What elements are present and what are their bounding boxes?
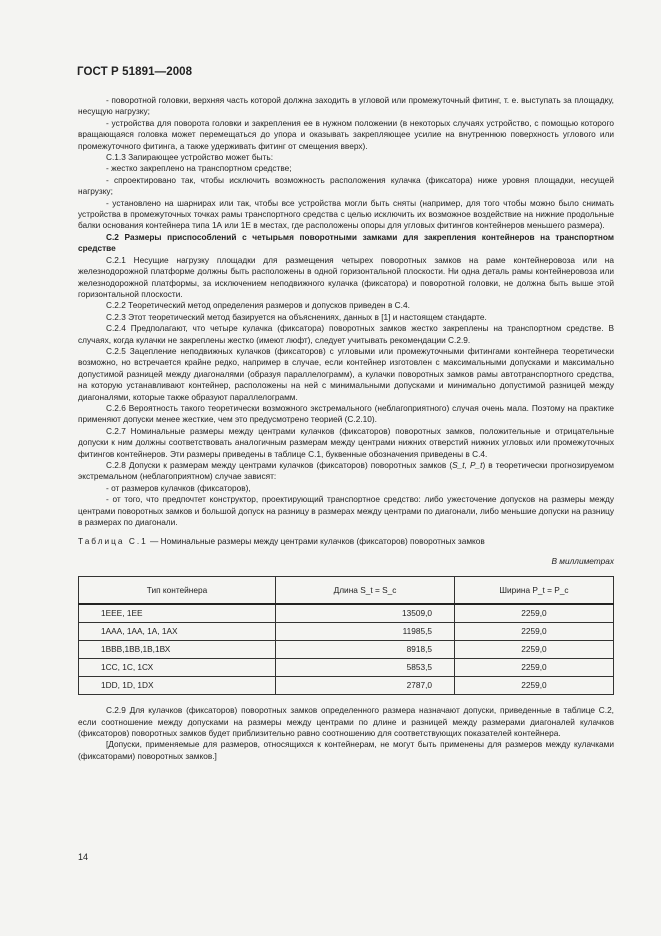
cell-container-type: 1СС, 1С, 1СХ (79, 659, 276, 677)
section-heading: С.2 Размеры приспособлений с четырьмя поворотными замками для закрепления контейнеров на транспортном средстве (78, 231, 614, 254)
table-row (79, 659, 614, 677)
paragraph: - устройства для поворота головки и закрепления ее в нужном положении (в некоторых случаях устройство, с помощью которого вращающаяся головка может перемещаться до упора и оказывать закрепляющее усилие на внутреннюю поверхность углового или промежуточного фитинга, а также удерживать фитинг от смещения вверх). (78, 117, 614, 151)
table-caption-lead: Таблица С.1 (78, 536, 148, 547)
page-header: ГОСТ Р 51891—2008 (77, 66, 193, 78)
paragraph-part: ) в теоретически прогнозируемом экстремальном (неблагоприятном) случае зависят: (78, 460, 614, 482)
page-content (78, 95, 614, 762)
paragraph: С.2.6 Вероятность такого теоретически возможного экстремального (неблагоприятного) случая очень мала. Поэтому на практике применяют допуски менее жесткие, чем это предусмотрено теорией (С.2.10). (78, 402, 614, 425)
cell-width: 2259,0 (455, 604, 614, 623)
column-header: Длина S_t = S_c (276, 577, 455, 605)
cell-length: 5853,5 (276, 659, 455, 677)
column-header: Ширина P_t = P_c (455, 577, 614, 605)
cell-container-type: 1DD, 1D, 1DX (79, 677, 276, 695)
cell-container-type: 1ВВВ,1ВВ,1В,1ВХ (79, 641, 276, 659)
table-caption-text: — Номинальные размеры между центрами кулачков (фиксаторов) поворотных замков (147, 536, 485, 547)
cell-container-type: 1ЕЕЕ, 1ЕЕ (79, 604, 276, 623)
cell-length: 11985,5 (276, 623, 455, 641)
dimensions-table (78, 576, 614, 695)
paragraph: С.2.7 Номинальные размеры между центрами кулачков (фиксаторов) поворотных замков, положительные и отрицательные допуски к ним должны соответствовать аналогичным размерам между центрами нижних отверстий нижних угловых или промежуточных фитингов контейнеров. Эти размеры приведены в таблице С.1, буквенные обозначения приведены в С.4. (78, 425, 614, 459)
paragraph: С.2.1 Несущие нагрузку площадки для размещения четырех поворотных замков на раме контейнеровоза или на железнодорожной платформе должны быть расположены в одной горизонтальной плоскости. Ни одна деталь рамы контейнеровоза или железнодорожной платформы, за исключением неподвижного кулачка (фиксатора) и поворотной головки, не должна быть выше этой горизонтальной плоскости. (78, 254, 614, 299)
paragraph: С.2.3 Этот теоретический метод базируется на объяснениях, данных в [1] и настоящем стандарте. (106, 311, 487, 322)
paragraph: - спроектировано так, чтобы исключить возможность расположения кулачка (фиксатора) ниже уровня площадки, несущей нагрузку; (78, 174, 614, 197)
cell-width: 2259,0 (455, 623, 614, 641)
paragraph: С.2.2 Теоретический метод определения размеров и допусков приведен в С.4. (106, 300, 410, 311)
paragraph: - поворотной головки, верхняя часть которой должна заходить в угловой или промежуточный фитинг, т. е. выступать за площадку, несущую нагрузку; (78, 95, 614, 117)
cell-length: 8918,5 (276, 641, 455, 659)
paragraph: С.2.9 Для кулачков (фиксаторов) поворотных замков определенного размера назначают допуски, приведенные в таблице С.2, если соотношение между допусками на размеры между центрами по длине и разницей между размерами диагоналей кулачков (фиксаторов) поворотных замков будет приблизительно равно соотношению для соответствующих показателей контейнера. (78, 705, 614, 739)
table-row (79, 604, 614, 623)
page-number: 14 (78, 852, 89, 862)
paragraph: - от размеров кулачков (фиксаторов), (106, 482, 251, 493)
paragraph: С.2.4 Предполагают, что четыре кулачка (фиксатора) поворотных замков жестко закреплены на транспортном средстве. В случаях, когда кулачки не закреплены жестко (имеют люфт), следует учитывать рекомендации С.2.9. (78, 323, 614, 345)
cell-width: 2259,0 (455, 677, 614, 695)
paragraph: С.1.3 Запирающее устройство может быть: (106, 152, 274, 163)
table-units: В миллиметрах (551, 555, 614, 566)
inline-formula: S_t, P_t (452, 460, 483, 470)
paragraph: С.2.5 Зацепление неподвижных кулачков (фиксаторов) с угловыми или промежуточными фитингами контейнера теоретически возможно, но встречается крайне редко, например в случае, если контейнер изготовлен с максимальными допусками и максимально допустимой разницей между диагоналями (образуя параллелограмм), а кулачки поворотных замков рамы автотранспортного средства, на которую устанавливают контейнер, расположены на ней с минимальными допусками и минимально допустимой разницей между диагоналями, которые также образуют параллелограмм. (78, 345, 614, 402)
table-row (79, 623, 614, 641)
cell-length: 13509,0 (276, 604, 455, 623)
paragraph: - жестко закреплено на транспортном средстве; (106, 163, 292, 174)
table-caption (78, 536, 614, 547)
cell-container-type: 1ААА, 1АА, 1А, 1АХ (79, 623, 276, 641)
table-row (79, 641, 614, 659)
column-header: Тип контейнера (79, 577, 276, 605)
paragraph (78, 460, 614, 483)
table-header-row (79, 577, 614, 605)
cell-width: 2259,0 (455, 659, 614, 677)
paragraph: - от того, что предпочтет конструктор, проектирующий транспортное средство: либо ужесточение допусков на размеры между центрами поворотных замков и большой допуск на разницу в размерах между центрами по диагонали, либо меньшие допуски на разницу в размерах по диагонали. (78, 494, 614, 528)
paragraph: - установлено на шарнирах или так, чтобы все устройства могли быть сняты (например, для того чтобы можно было снимать устройства в промежуточных точках рамы транспортного средства с целью исключить их возможное воздействие на нижние продольные балки основания контейнера типа 1А или 1Е в местах, где расположены опоры для угловых фитингов контейнеров меньшего размера). (78, 197, 614, 231)
cell-width: 2259,0 (455, 641, 614, 659)
paragraph: [Допуски, применяемые для размеров, относящихся к контейнерам, не могут быть применены для размеров между кулачками (фиксаторами) поворотных замков.] (78, 739, 614, 761)
paragraph-part: С.2.8 Допуски к размерам между центрами кулачков (фиксаторов) поворотных замков ( (106, 460, 453, 470)
cell-length: 2787,0 (276, 677, 455, 695)
table-row (79, 677, 614, 695)
